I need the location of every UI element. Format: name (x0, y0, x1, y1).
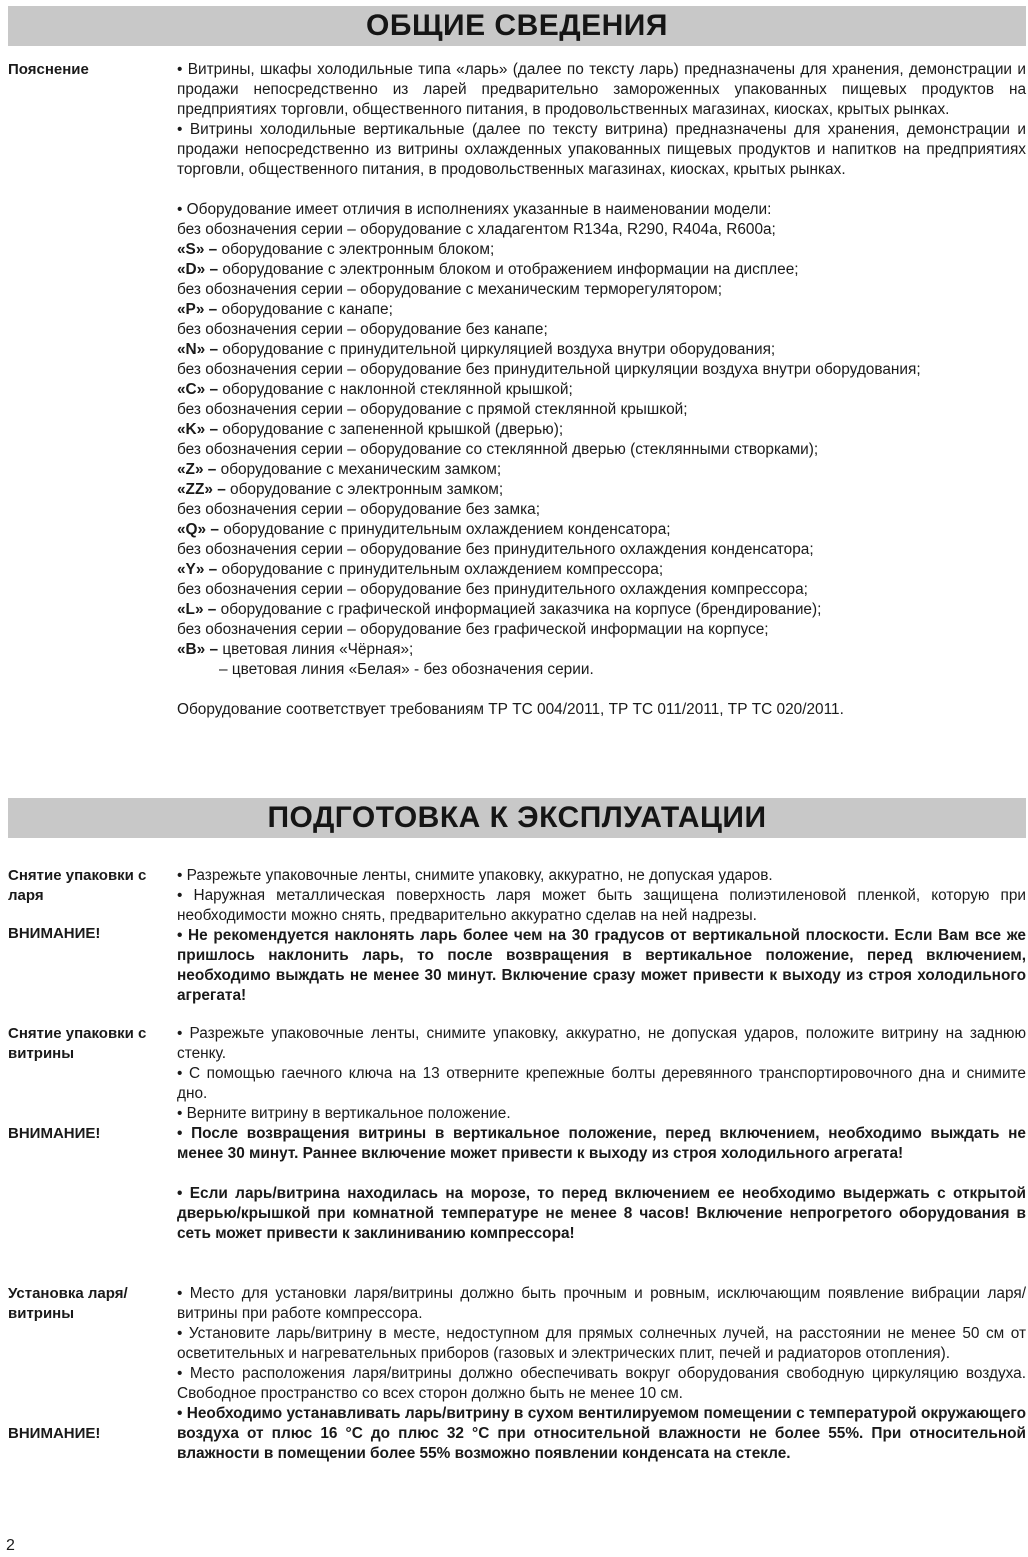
model-code-item (177, 600, 1026, 620)
model-code-description: без обозначения серии – оборудование без замка; (177, 501, 540, 518)
label-unpack-showcase: Снятие упаковки с витрины (8, 1025, 147, 1062)
paragraph: • Наружная металлическая поверхность ларя может быть защищена полиэтиленовой пленкой, которую при необходимости можно снять, предварительно аккуратно сделав на ней надрезы. (177, 887, 1026, 924)
model-code-item (177, 580, 1026, 600)
model-code-item (177, 540, 1026, 560)
model-code-item (177, 480, 1026, 500)
model-code: «L» – (177, 601, 217, 618)
paragraph: • Верните витрину в вертикальное положение. (177, 1105, 511, 1122)
model-code-item (177, 460, 1026, 480)
model-code-item (177, 280, 1026, 300)
model-code: «Q» – (177, 521, 219, 538)
model-code-description: оборудование с графической информацией заказчика на корпусе (брендирование); (216, 601, 822, 618)
warning-text-frost: • Если ларь/витрина находилась на морозе, то перед включением ее необходимо выдержать с открытой дверью/крышкой при комнатной температуре не менее 8 часов! Включение непрогретого оборудования в сеть может привести к заклиниванию компрессора! (177, 1185, 1026, 1242)
model-code: «P» – (177, 301, 218, 318)
model-code: «B» – (177, 641, 219, 658)
section-title-preparation: ПОДГОТОВКА К ЭКСПЛУАТАЦИИ (8, 798, 1026, 838)
model-code-description: без обозначения серии – оборудование без принудительного охлаждения конденсатора; (177, 541, 814, 558)
model-code-item (177, 620, 1026, 640)
paragraph: • Установите ларь/витрину в месте, недоступном для прямых солнечных лучей, на расстоянии не менее 50 см от осветительных и нагревательных приборов (газовых и электрических плит, печей и радиаторов отопления). (177, 1325, 1026, 1362)
model-code-item (177, 340, 1026, 360)
model-code-item (177, 420, 1026, 440)
paragraph: • Разрежьте упаковочные ленты, снимите упаковку, аккуратно, не допуская ударов, положите витрину на заднюю стенку. (177, 1025, 1026, 1062)
model-code-item (177, 560, 1026, 580)
paragraph: • Место для установки ларя/витрины должно быть прочным и ровным, исключающим появление вибрации ларя/витрины при работе компрессора. (177, 1285, 1026, 1322)
section-title-general: ОБЩИЕ СВЕДЕНИЯ (8, 6, 1026, 46)
warning-text: • Необходимо устанавливать ларь/витрину в сухом вентилируемом помещении с температурой окружающего воздуха от плюс 16 °С до плюс 32 °С при относительной влажности не более 55%. При относительной влажности в помещении более 55% возможно появлении конденсата на стекле. (177, 1405, 1026, 1462)
unpack-showcase-body (177, 1024, 1026, 1244)
label-explanation: Пояснение (8, 61, 89, 78)
label-installation: Установка ларя/ витрины (8, 1285, 128, 1322)
model-code-list (177, 220, 1026, 660)
model-code-description: оборудование с канапе; (217, 301, 393, 318)
model-code-description: без обозначения серии – оборудование с механическим терморегулятором; (177, 281, 723, 298)
models-intro: • Оборудование имеет отличия в исполнениях указанные в наименовании модели: (177, 201, 772, 218)
model-code-item (177, 400, 1026, 420)
model-code: «Y» – (177, 561, 218, 578)
model-code-item: – цветовая линия «Белая» - без обозначения серии. (219, 661, 594, 678)
paragraph: • Место расположения ларя/витрины должно обеспечивать вокруг оборудования свободную циркуляцию воздуха. Свободное пространство со всех сторон должно быть не менее 10 см. (177, 1365, 1026, 1402)
label-unpack-chest: Снятие упаковки с ларя (8, 867, 147, 904)
model-code-description: без обозначения серии – оборудование с хладагентом R134a, R290, R404a, R600a; (177, 221, 776, 238)
model-code-description: без обозначения серии – оборудование без графической информации на корпусе; (177, 621, 769, 638)
label-warning: ВНИМАНИЕ! (8, 1425, 101, 1442)
model-code-item (177, 260, 1026, 280)
model-code-item (177, 440, 1026, 460)
model-code-description: оборудование с принудительной циркуляцией воздуха внутри оборудования; (218, 341, 776, 358)
model-code-description: оборудование с принудительным охлаждением конденсатора; (218, 521, 671, 538)
model-code-description: оборудование с запененной крышкой (дверью); (218, 421, 564, 438)
model-code-description: без обозначения серии – оборудование с прямой стеклянной крышкой; (177, 401, 688, 418)
model-code-item (177, 500, 1026, 520)
model-code: «ZZ» – (177, 481, 226, 498)
model-code-description: цветовая линия «Чёрная»; (218, 641, 414, 658)
installation-body (177, 1284, 1026, 1464)
model-code-description: оборудование с принудительным охлаждением компрессора; (217, 561, 664, 578)
model-code-item (177, 220, 1026, 240)
model-code-item (177, 380, 1026, 400)
compliance-note: Оборудование соответствует требованиям ТР ТС 004/2011, ТР ТС 011/2011, ТР ТС 020/2011. (177, 701, 844, 718)
model-code: «K» – (177, 421, 219, 438)
model-code-item (177, 520, 1026, 540)
model-code: «C» – (177, 381, 219, 398)
paragraph-chest-freezers: • Витрины, шкафы холодильные типа «ларь» (далее по тексту ларь) предназначены для хранения, демонстрации и продажи непосредственно из ларей предварительно замороженных упакованных пищевых продуктов на предприятиях торговли, общественного питания, в продовольственных магазинах, киосках, крытых рынках. (177, 61, 1026, 118)
model-code-description: оборудование с электронным блоком и отображением информации на дисплее; (218, 261, 799, 278)
model-code: «N» – (177, 341, 219, 358)
warning-text: • После возвращения витрины в вертикальное положение, перед включением, необходимо выждать не менее 30 минут. Раннее включение может привести к выходу из строя холодильного агрегата! (177, 1125, 1026, 1162)
model-code: «Z» – (177, 461, 217, 478)
label-warning: ВНИМАНИЕ! (8, 925, 101, 942)
model-code-description: без обозначения серии – оборудование без принудительного охлаждения компрессора; (177, 581, 808, 598)
model-code-item (177, 300, 1026, 320)
paragraph: • С помощью гаечного ключа на 13 отверните крепежные болты деревянного транспортировочного дна и снимите дно. (177, 1065, 1026, 1102)
label-warning: ВНИМАНИЕ! (8, 1125, 101, 1142)
model-code-item (177, 360, 1026, 380)
warning-text: • Не рекомендуется наклонять ларь более чем на 30 градусов от вертикальной плоскости. Если Вам все же пришлось наклонить ларь, то после возвращения в вертикальное положение, перед включением, необходимо выждать не менее 30 минут. Включение сразу может привести к выходу из строя холодильного агрегата! (177, 927, 1026, 1004)
paragraph: • Разрежьте упаковочные ленты, снимите упаковку, аккуратно, не допуская ударов. (177, 867, 773, 884)
general-info-body (177, 60, 1026, 720)
paragraph-vertical-showcases: • Витрины холодильные вертикальные (далее по тексту витрина) предназначены для хранения, демонстрации и продажи непосредственно из витрины охлажденных упакованных пищевых продуктов и напитков на предприятиях торговли, общественного питания, в продовольственных магазинах, киосках, крытых рынках. (177, 121, 1026, 178)
model-code-description: оборудование с электронным блоком; (217, 241, 495, 258)
model-code-description: оборудование с наклонной стеклянной крышкой; (218, 381, 573, 398)
page-number: 2 (6, 1537, 15, 1554)
unpack-chest-body (177, 866, 1026, 1006)
model-code-description: без обозначения серии – оборудование без канапе; (177, 321, 548, 338)
model-code-description: без обозначения серии – оборудование без принудительной циркуляции воздуха внутри оборудования; (177, 361, 921, 378)
model-code: «S» – (177, 241, 218, 258)
model-code-item (177, 320, 1026, 340)
model-code-description: оборудование с механическим замком; (216, 461, 502, 478)
model-code: «D» – (177, 261, 219, 278)
model-code-description: оборудование с электронным замком; (225, 481, 504, 498)
model-code-item (177, 240, 1026, 260)
model-code-description: без обозначения серии – оборудование со стеклянной дверью (стеклянными створками); (177, 441, 819, 458)
model-code-item (177, 640, 1026, 660)
